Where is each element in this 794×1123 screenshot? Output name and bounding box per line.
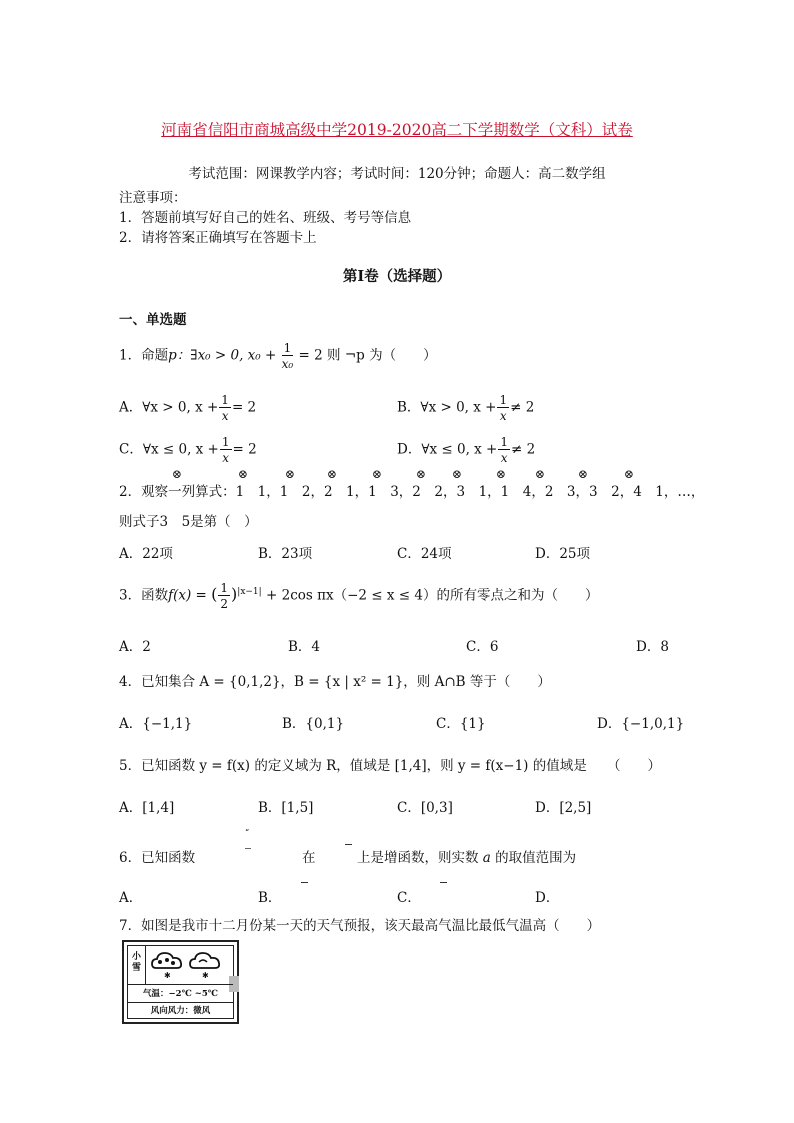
missing-formula-mark: “ bbox=[245, 828, 250, 837]
q3-option-a: A．2 bbox=[119, 639, 151, 655]
notes-item-1: 1．答题前填写好自己的姓名、班级、考号等信息 bbox=[119, 210, 412, 226]
otimes-symbol-icon: ⊗ bbox=[416, 467, 427, 481]
question-3: 3．函数f(x) = ( $\frac{1}{2}$ )$^{|x-1|}$ + 2cos πx（−2 ≤ x ≤ 4）的所有零点之和为（ ） bbox=[119, 581, 599, 611]
otimes-symbol-icon: ⊗ bbox=[496, 467, 507, 481]
q1-option-b: B．∀x > 0, x + $\frac{1}{x}$ ≠ 2 bbox=[397, 393, 535, 423]
q2-option-b: B．23项 bbox=[258, 546, 313, 562]
missing-formula-mark bbox=[301, 882, 308, 883]
question-2-line-2: 则式子3 5是第（ ） bbox=[119, 514, 258, 530]
q1-option-a: A．∀x > 0, x + $\frac{1}{x}$ = 2 bbox=[119, 393, 257, 423]
q6-option-c: C． bbox=[397, 890, 421, 906]
question-7: 7．如图是我市十二月份某一天的天气预报，该天最高气温比最低气温高（ ） bbox=[119, 918, 601, 934]
svg-text:✱: ✱ bbox=[164, 971, 171, 980]
missing-formula-mark bbox=[440, 882, 447, 883]
q2-option-a: A．22项 bbox=[119, 546, 173, 562]
q4-option-b: B．{0,1} bbox=[282, 716, 345, 732]
q5-option-a: A．[1,4] bbox=[119, 800, 175, 816]
otimes-symbol-icon: ⊗ bbox=[172, 467, 183, 481]
weather-wind: 风向风力：微风 bbox=[128, 1002, 233, 1019]
section-title: 第I卷（选择题） bbox=[342, 268, 452, 285]
q3-option-b: B．4 bbox=[288, 639, 321, 655]
q1-option-c: C．∀x ≤ 0, x + $\frac{1}{x}$ = 2 bbox=[119, 435, 257, 465]
q4-option-d: D．{−1,0,1} bbox=[597, 716, 685, 732]
q3-option-c: C．6 bbox=[466, 639, 499, 655]
question-5: 5．已知函数 y = f(x) 的定义域为 R，值域是 [1,4]，则 y = f(x−1) 的值域是 （ ） bbox=[119, 758, 661, 774]
q2-option-c: C．24项 bbox=[397, 546, 452, 562]
otimes-symbol-icon: ⊗ bbox=[535, 467, 546, 481]
q6-option-a: A． bbox=[119, 890, 143, 906]
weather-temperature: 气温：−2℃ ~5℃ bbox=[128, 984, 233, 1003]
otimes-symbol-icon: ⊗ bbox=[578, 467, 589, 481]
q6-option-d: D． bbox=[535, 890, 560, 906]
otimes-symbol-icon: ⊗ bbox=[327, 467, 338, 481]
question-6-part-3: 上是增函数，则实数 a 的取值范围为 bbox=[357, 850, 577, 866]
q4-option-a: A．{−1,1} bbox=[119, 716, 193, 732]
q5-option-c: C．[0,3] bbox=[397, 800, 453, 816]
q5-option-d: D．[2,5] bbox=[535, 800, 592, 816]
question-4: 4．已知集合 A = {0,1,2}，B = {x | x² = 1}，则 A∩B 等于（ ） bbox=[119, 674, 551, 690]
otimes-symbol-icon: ⊗ bbox=[452, 467, 463, 481]
otimes-symbol-icon: ⊗ bbox=[624, 467, 635, 481]
q1-option-d: D．∀x ≤ 0, x + $\frac{1}{x}$ ≠ 2 bbox=[397, 435, 536, 465]
weather-type-label: 小雪 bbox=[128, 946, 146, 984]
svg-text:✱: ✱ bbox=[202, 971, 209, 980]
q2-option-d: D．25项 bbox=[535, 546, 591, 562]
snow-cloud-icon bbox=[188, 950, 222, 980]
weather-forecast-image bbox=[122, 940, 239, 1024]
question-1: 1．命题p：∃x₀ > 0, x₀ + $\frac{1}{\text{x₀}}$ = 2 则 ¬p 为（ ） bbox=[119, 341, 437, 371]
question-2-line-1: 2．观察一列算式：1 1，1 2，2 1，1 3，2 2，3 1，1 4，2 3，3 2，4 1，…， bbox=[119, 484, 705, 500]
part-title: 一、单选题 bbox=[119, 312, 187, 328]
question-6-part-1: 6．已知函数 bbox=[119, 850, 196, 866]
snow-cloud-icon bbox=[150, 950, 184, 980]
q3-option-d: D．8 bbox=[636, 639, 669, 655]
q5-option-b: B．[1,5] bbox=[258, 800, 314, 816]
missing-formula-mark bbox=[245, 848, 251, 849]
notes-item-2: 2．请将答案正确填写在答题卡上 bbox=[119, 230, 317, 246]
q6-option-b: B． bbox=[258, 890, 282, 906]
exam-info: 考试范围：网课教学内容；考试时间：120分钟；命题人：高二数学组 bbox=[188, 166, 606, 182]
q4-option-c: C．{1} bbox=[436, 716, 486, 732]
exam-title: 河南省信阳市商城高级中学2019-2020高二下学期数学（文科）试卷 bbox=[161, 121, 633, 139]
question-6-part-2: 在 bbox=[302, 850, 316, 866]
otimes-symbol-icon: ⊗ bbox=[372, 467, 383, 481]
notes-heading: 注意事项： bbox=[119, 190, 187, 206]
missing-formula-mark bbox=[345, 844, 352, 845]
otimes-symbol-icon: ⊗ bbox=[238, 467, 249, 481]
otimes-symbol-icon: ⊗ bbox=[285, 467, 296, 481]
